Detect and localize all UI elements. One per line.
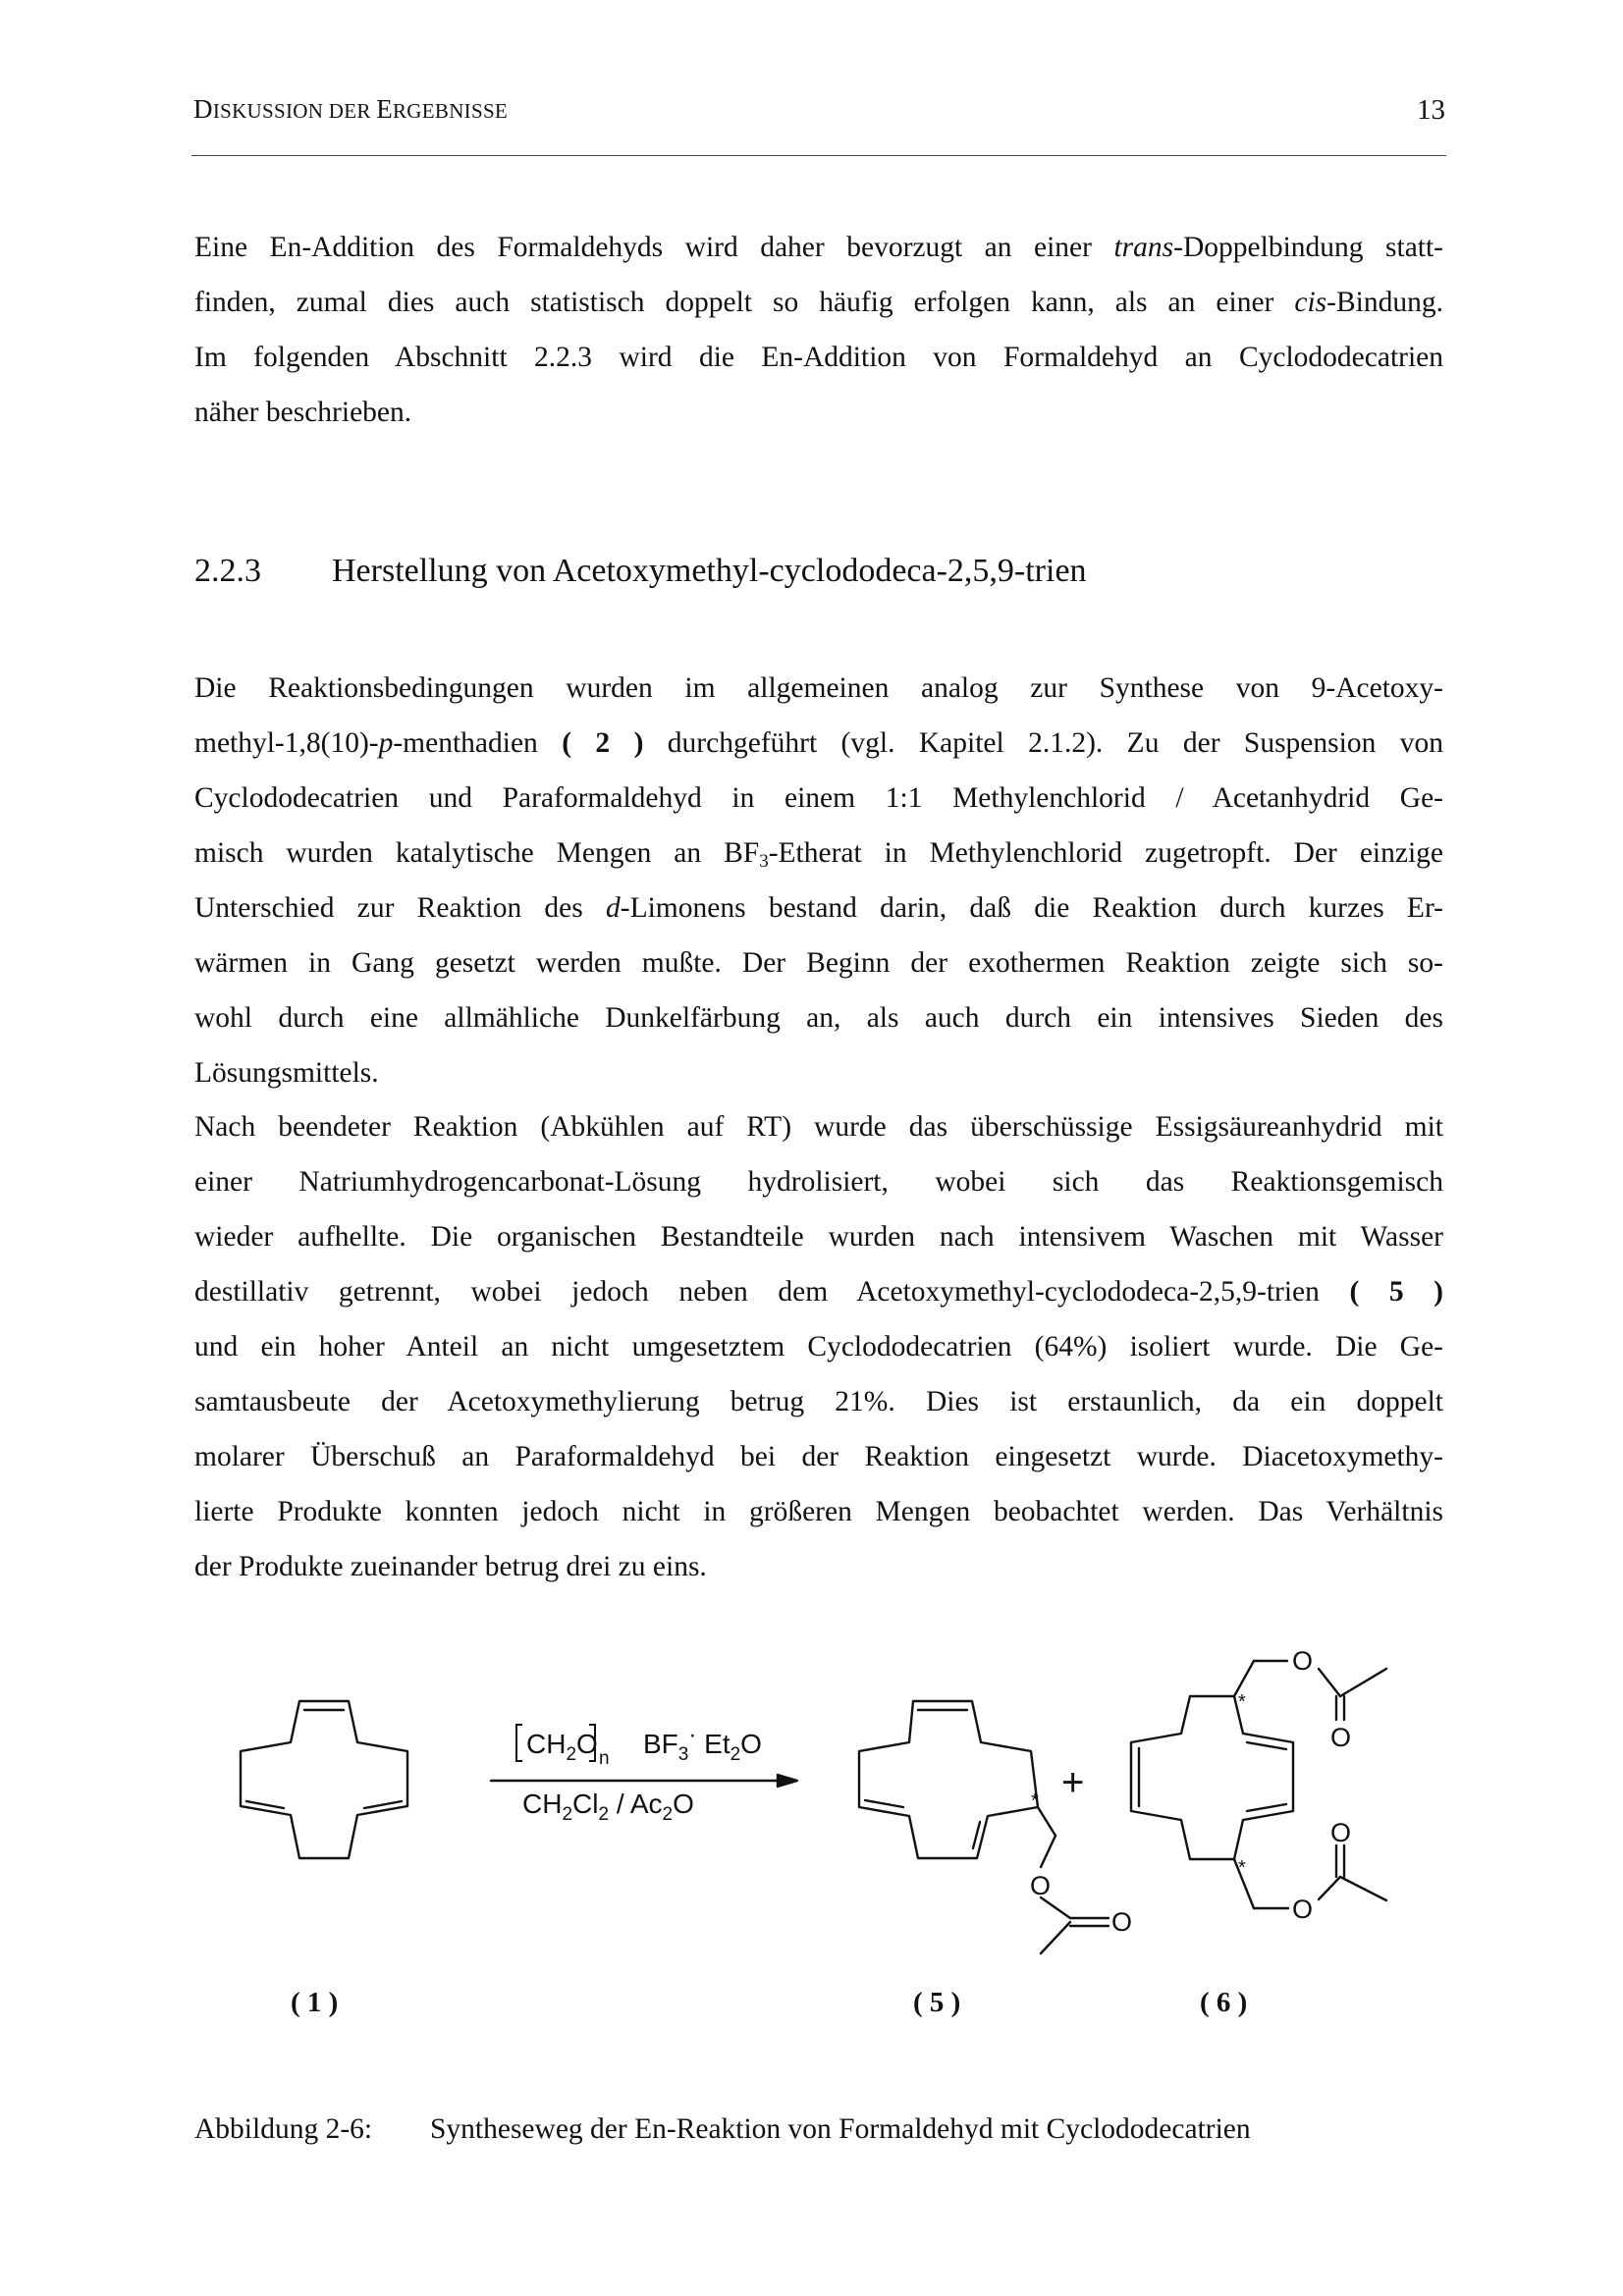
reaction-scheme — [0, 1620, 1623, 2032]
atom-oxygen: O — [1292, 1646, 1314, 1676]
text-line: Unterschied zur Reaktion des d-Limonens bestand darin, daß die Reaktion durch kurzes Er- — [194, 892, 1443, 924]
text-line: wärmen in Gang gesetzt werden mußte. Der Beginn der exothermen Reaktion zeigte sich so- — [194, 947, 1443, 979]
text-line: Lösungsmittels. — [194, 1057, 379, 1089]
text-line: methyl-1,8(10)-p-menthadien ( 2 ) durchgeführt (vgl. Kapitel 2.1.2). Zu der Suspension von — [194, 727, 1443, 759]
section-heading — [194, 553, 1087, 590]
reagent-top-bf3: $BF_3\cdot Et_2O$ — [643, 1722, 762, 1765]
text-line: wohl durch eine allmähliche Dunkelfärbung an, als auch durch ein intensives Sieden des — [194, 1002, 1443, 1034]
section-number: 2.2.3 — [194, 553, 261, 589]
body-paragraph-2 — [194, 1099, 1443, 1594]
plus-sign: + — [1061, 1761, 1085, 1804]
molecule-cyclododecatriene — [241, 1701, 407, 1858]
text-line: misch wurden katalytische Mengen an $BF_3$-Etherat in Methylenchlorid zugetropft. Der einzige — [194, 837, 1444, 872]
bracket-left — [516, 1725, 522, 1761]
compound-ref: ( 5 ) — [1349, 1276, 1443, 1308]
compound-label-6: ( 6 ) — [1200, 1987, 1248, 2018]
compound-label-1: ( 1 ) — [291, 1987, 339, 2018]
molecule-compound-5 — [859, 1701, 1109, 1953]
section-title: Herstellung von Acetoxymethyl-cyclododeca-2,5,9-trien — [332, 553, 1087, 589]
text-line: Eine En-Addition des Formaldehyds wird daher bevorzugt an einer trans-Doppelbindung statt- — [194, 232, 1444, 263]
text-line: Nach beendeter Reaktion (Abkühlen auf RT) wurde das überschüssige Essigsäureanhydrid mit — [194, 1111, 1443, 1143]
figure-caption-label: Abbildung 2-6: — [194, 2113, 373, 2145]
stereo-marker: * — [1031, 1790, 1039, 1812]
atom-oxygen: O — [1111, 1907, 1133, 1937]
compound-label-5: ( 5 ) — [913, 1987, 961, 2018]
text-line: finden, zumal dies auch statistisch doppelt so häufig erfolgen kann, als an einer cis-Bindung. — [194, 287, 1443, 318]
text-line: näher beschrieben. — [194, 397, 412, 428]
figure-caption — [194, 2113, 1251, 2146]
text-line: lierte Produkte konnten jedoch nicht in größeren Mengen beobachtet werden. Das Verhältnis — [194, 1496, 1443, 1527]
atom-oxygen: O — [1330, 1818, 1352, 1847]
molecule-compound-6 — [1131, 1661, 1386, 1908]
reagent-top-n: n — [599, 1748, 610, 1769]
intro-paragraph — [194, 220, 1443, 440]
text-line: Die Reaktionsbedingungen wurden im allgemeinen analog zur Synthese von 9-Acetoxy- — [194, 672, 1443, 704]
text-line: molarer Überschuß an Paraformaldehyd bei der Reaktion eingesetzt wurde. Diacetoxymethy- — [194, 1441, 1443, 1472]
atom-oxygen: O — [1292, 1895, 1314, 1924]
reagent-top: $CH_2O$ — [526, 1729, 598, 1765]
compound-ref: ( 2 ) — [562, 727, 644, 759]
atom-oxygen: O — [1030, 1871, 1052, 1900]
text-line: einer Natriumhydrogencarbonat-Lösung hydrolisiert, wobei sich das Reaktionsgemisch — [194, 1166, 1443, 1198]
header-rule — [191, 155, 1446, 156]
stereo-marker: * — [1238, 1857, 1246, 1879]
stereo-marker: * — [1238, 1691, 1246, 1713]
text-line: Cyclododecatrien und Paraformaldehyd in einem 1:1 Methylenchlorid / Acetanhydrid Ge- — [194, 782, 1443, 814]
body-paragraph-1 — [194, 661, 1443, 1100]
text-line: wieder aufhellte. Die organischen Bestandteile wurden nach intensivem Waschen mit Wasser — [194, 1221, 1443, 1253]
running-header-title: DISKUSSION DER ERGEBNISSE — [193, 94, 509, 124]
text-line: destillativ getrennt, wobei jedoch neben dem Acetoxymethyl-cyclododeca-2,5,9-trien ( 5 ) — [194, 1276, 1443, 1308]
atom-oxygen: O — [1330, 1723, 1352, 1752]
page-number: 13 — [1417, 94, 1445, 126]
reagent-bottom: $CH_2Cl_2 / Ac_2O$ — [522, 1789, 694, 1825]
figure-caption-text: Syntheseweg der En-Reaktion von Formaldehyd mit Cyclododecatrien — [430, 2113, 1251, 2145]
running-header — [193, 90, 1445, 149]
reaction-arrow — [491, 1775, 797, 1787]
text-line: und ein hoher Anteil an nicht umgesetztem Cyclododecatrien (64%) isoliert wurde. Die Ge- — [194, 1331, 1443, 1362]
text-line: Im folgenden Abschnitt 2.2.3 wird die En-Addition von Formaldehyd an Cyclododecatrien — [194, 342, 1443, 373]
text-line: samtausbeute der Acetoxymethylierung betrug 21%. Dies ist erstaunlich, da ein doppelt — [194, 1386, 1443, 1417]
text-line: der Produkte zueinander betrug drei zu eins. — [194, 1551, 707, 1582]
